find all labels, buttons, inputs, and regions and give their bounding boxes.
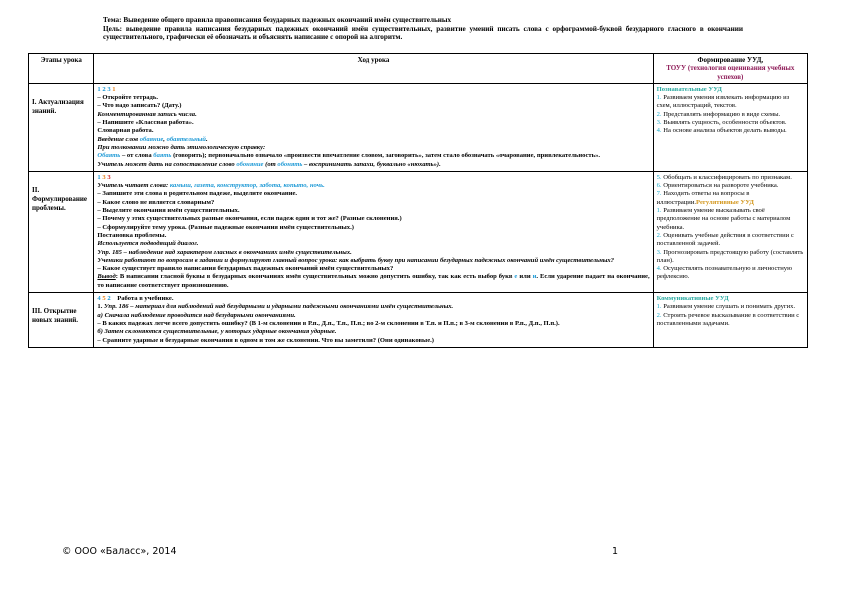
uud-number: 2. [656,231,662,239]
lesson-cell [94,171,653,292]
conclusion-label: Вывод [97,273,116,281]
uud-text: Обобщать и классифицировать по признакам. [661,173,792,181]
uud-text: Ориентироваться на развороте учебника. [661,182,779,190]
uud-number: 7. [656,190,662,198]
compare-pre: Учитель может дать на сопоставление слово [97,160,237,168]
number-badge: 1 [97,85,101,93]
uud-cell [653,293,807,348]
letter-highlight: е [514,273,518,281]
work-heading: Работа в учебнике. [117,295,174,303]
lesson-line: – Сформулируйте тему урока. (Разные падежные окончания имён существительных.) [97,223,354,231]
etym-body: (говорить); первоначально означало «произвести впечатление словом, заговорить», затем стало обозначать «очарование, привлекательность». [171,152,601,160]
uud-text: Развиваем умения извлекать информацию из схем, иллюстраций, текстов. [656,94,790,110]
uud-title: Регулятивные УУД [696,198,754,206]
lesson-line: – Почему у этих существительных разные окончания, если падеж один и тот же? (Разные склонения.) [97,215,402,223]
item-number: 1. [97,303,105,311]
uud-number: 4. [656,265,662,273]
lesson-line: Комментированная запись числа. [97,110,197,118]
table-header-row [29,54,808,84]
uud-item [657,127,804,135]
lesson-cell [94,293,653,348]
uud-item [657,207,804,232]
uud-title: Познавательные УУД [656,85,722,93]
conclusion-line [97,273,649,290]
uud-item [657,119,804,127]
students-line: Ученики работают по вопросам в задании и формулируют главный вопрос урока: как выбрать букву при написании безударных падежных окончаний имён существительных? [97,256,615,264]
etym-mid: – от слова [120,152,154,160]
vocab-word: баять [153,152,172,160]
uud-item [657,182,804,190]
number-badge: 3 [107,173,111,181]
stage-cell: I. Актуализация знаний. [29,83,94,171]
lesson-line: – Запишите эти слова в родительном падеже, выделите окончание. [97,190,298,198]
number-badge: 2 [107,295,111,303]
uud-title: Коммуникативные УУД [656,295,729,303]
dialog-line: Используется подводящий диалог. [97,240,199,248]
lesson-line: Словарная работа. [97,127,154,135]
compare-mid: (от [263,160,278,168]
column-header-stages: Этапы урока [29,54,94,84]
compare-post: – воспринимать запахи, буквально «нюхать»). [302,160,441,168]
conclusion-text: : В написании гласной буквы в безударных окончаниях имён существительных можно допустить ошибку, так как есть выбор букв [115,273,515,281]
uud-text: Представлять информацию в виде схемы. [661,110,781,118]
uud-text: Развиваем умение высказывать своё предположение на основе работы с материалом учебника. [656,207,791,231]
uud-text: Развиваем умение слушать и понимать других. [661,303,796,311]
uud-item [657,303,804,311]
problem-heading: Постановка проблемы. [97,231,167,239]
document-header [103,16,743,42]
uud-text: Оценивать учебные действия в соответствии с поставленной задачей. [656,231,794,248]
lesson-line: – В каких падежах легче всего допустить ошибку? (В 1-м склонении в Р.п., Д.п., Т.п., П.п.; во 2-м склонении в Т.п. и П.п.; в 3-м склонении в Р.п., Д.п., П.п.). [97,319,560,327]
uud-cell [653,83,807,171]
goal-line: Цель: выведение правила написания безударных падежных окончаний имён существительных, развитие умений писать слова с орфограммой-буквой безударного гласного в окончании существительного, графически её обозначать и объяснять написание с опорой на алгоритм. [103,24,743,42]
intro-text: Введение слов [97,135,140,143]
conclusion-end: . Если ударение падает на окончание, то написание соответствует произношению. [97,273,650,289]
lesson-line: – Сравните ударные и безударные окончания в одном и том же склонении. Что вы заметили? (Они одинаковые.) [97,336,434,344]
number-badge: 3 [102,173,106,181]
uud-header-line2: ТОУУ (технология оценивания учебных успехов) [666,64,795,81]
page-number: 1 [612,546,619,557]
evaluation-line [97,295,649,303]
stage-cell: II. Формулирование проблемы. [29,171,94,292]
evaluation-numbers [97,174,649,182]
number-badge: 4 [97,295,101,303]
uud-text: Выявлять сущность, особенности объектов. [661,119,787,127]
uud-item [657,232,804,249]
vocab-word: Обаять [97,152,121,160]
uud-number: 1. [656,207,662,215]
lesson-cell [94,83,653,171]
lesson-line: – Откройте тетрадь. [97,94,159,102]
uud-number: 5. [656,173,662,181]
question-line: – Какое существует правило написания безударных падежных окончаний имён существительных? [97,265,394,273]
uud-item [657,249,804,266]
vocab-word: обонять [277,160,303,168]
number-badge: 1 [97,173,101,181]
lesson-line: – Что надо записать? (Дату.) [97,102,182,110]
number-badge: 1 [112,85,116,93]
read-words-line [97,182,649,190]
uud-item [657,94,804,111]
uud-text: Осуществлять познавательную и личностную рефлексию. [656,265,793,281]
etymology-question: При толковании можно дать этимологическую справку: [97,143,266,151]
uud-number: 4. [656,127,662,135]
uud-item [657,265,804,282]
vocab-word: обаятельный [166,135,206,143]
uud-text: Прогнозировать предстоящую работу (составлять план). [656,248,804,264]
topic-line: Тема: Выведение общего правила правописания безударных падежных окончаний имён существительных [103,16,452,24]
conclusion-or: или [517,273,533,281]
lesson-line: а) Сначала наблюдение проводится над безударными окончаниями. [97,311,296,319]
lesson-line: – Выделите окончания имён существительных. [97,207,240,215]
lesson-line: – Напишите «Классная работа». [97,119,194,127]
number-badge: 2 [102,85,106,93]
lesson-table [28,53,808,348]
lesson-line: – Какое слово не является словарным? [97,198,215,206]
compare-line [97,161,649,169]
intro-words-line: Введение слов обаяние, обаятельный. [97,135,208,143]
uud-item [657,111,804,119]
copyright-footer: © ООО «Баласс», 2014 [62,546,177,557]
uud-number: 2. [656,110,662,118]
lesson-line [97,303,649,311]
uud-number: 2. [656,311,662,319]
vocab-word: обоняние [236,160,264,168]
uud-text: На основе анализа объектов делать выводы. [661,127,787,135]
uud-number: 1. [656,94,662,102]
item-text: Упр. 186 – материал для наблюдений над безударными и ударными падежными окончаниями имён существительных. [104,303,454,311]
table-row [29,171,808,292]
number-badge: 3 [107,85,111,93]
table-row [29,83,808,171]
read-pre: Учитель читает слова: [97,182,170,190]
uud-number: 3. [656,248,662,256]
column-header-uud [653,54,807,84]
letter-highlight: и [532,273,537,281]
etymology-text [97,152,649,160]
uud-number: 6. [656,182,662,190]
uud-item [657,190,804,207]
uud-number: 3. [656,119,662,127]
uud-header-line1: Формирование УУД, [697,56,764,64]
evaluation-numbers [97,86,649,94]
read-words: камыш, газета, конструктор, забота, копыто, ночь. [169,182,325,190]
vocab-word: обаяние [139,135,164,143]
uud-number: 1. [656,303,662,311]
lesson-line: б) Затем склоняются существительные, у которых ударные окончания ударные. [97,328,337,336]
table-row [29,293,808,348]
uud-item [657,312,804,329]
number-badge: 5 [102,295,106,303]
uud-text: Находить ответы на вопросы в иллюстрации. [656,190,750,206]
column-header-progress: Ход урока [94,54,653,84]
uud-text: Строить речевое высказывание в соответствии с поставленными задачами. [656,311,800,327]
uud-item [657,174,804,182]
stage-cell: III. Открытие новых знаний. [29,293,94,348]
exercise-line: Упр. 185 – наблюдение над характером гласных в окончаниях имён существительных. [97,248,352,256]
uud-cell [653,171,807,292]
